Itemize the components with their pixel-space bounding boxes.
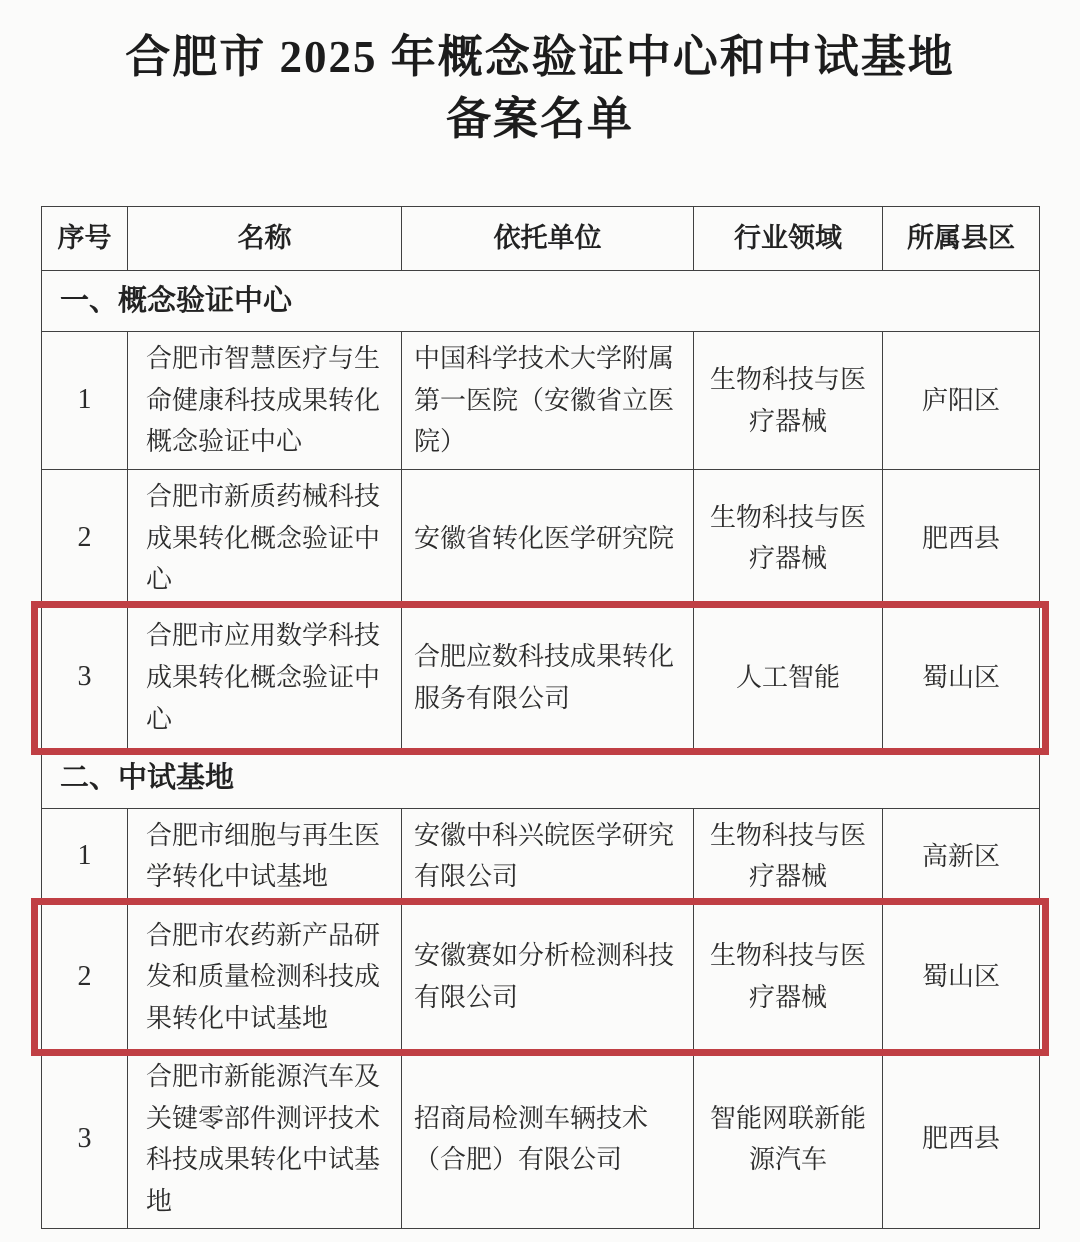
table-header-row bbox=[42, 207, 1040, 271]
table-body bbox=[42, 271, 1040, 1229]
cell-district: 蜀山区 bbox=[883, 607, 1040, 748]
cell-district: 高新区 bbox=[883, 808, 1040, 904]
cell-district: 肥西县 bbox=[883, 1049, 1040, 1228]
cell-unit: 安徽赛如分析检测科技有限公司 bbox=[402, 904, 694, 1049]
column-header-1: 名称 bbox=[128, 207, 402, 271]
table-row bbox=[42, 607, 1040, 748]
column-header-2: 依托单位 bbox=[402, 207, 694, 271]
cell-name: 合肥市新质药械科技成果转化概念验证中心 bbox=[128, 469, 402, 607]
table-row bbox=[42, 469, 1040, 607]
cell-no: 2 bbox=[42, 904, 128, 1049]
cell-no: 1 bbox=[42, 808, 128, 904]
cell-field: 智能网联新能源汽车 bbox=[694, 1049, 883, 1228]
cell-field: 生物科技与医疗器械 bbox=[694, 904, 883, 1049]
cell-field: 人工智能 bbox=[694, 607, 883, 748]
cell-field: 生物科技与医疗器械 bbox=[694, 808, 883, 904]
cell-name: 合肥市农药新产品研发和质量检测科技成果转化中试基地 bbox=[128, 904, 402, 1049]
filing-table-wrap bbox=[41, 206, 1039, 1229]
cell-district: 肥西县 bbox=[883, 469, 1040, 607]
cell-district: 庐阳区 bbox=[883, 332, 1040, 470]
cell-unit: 中国科学技术大学附属第一医院（安徽省立医院） bbox=[402, 332, 694, 470]
page-title bbox=[0, 0, 1080, 150]
section-heading: 二、中试基地 bbox=[42, 748, 1040, 808]
filing-table bbox=[41, 206, 1040, 1229]
cell-district: 蜀山区 bbox=[883, 904, 1040, 1049]
cell-no: 1 bbox=[42, 332, 128, 470]
table-row bbox=[42, 332, 1040, 470]
cell-unit: 安徽中科兴皖医学研究有限公司 bbox=[402, 808, 694, 904]
page-title-line2: 备案名单 bbox=[445, 94, 634, 145]
page-title-line1: 合肥市 2025 年概念验证中心和中试基地 bbox=[125, 32, 955, 82]
cell-field: 生物科技与医疗器械 bbox=[694, 332, 883, 470]
table-row bbox=[42, 904, 1040, 1049]
section-heading: 一、概念验证中心 bbox=[42, 271, 1040, 332]
table-row bbox=[42, 1049, 1040, 1228]
table-header bbox=[42, 207, 1040, 271]
cell-field: 生物科技与医疗器械 bbox=[694, 469, 883, 607]
section-heading-row bbox=[42, 271, 1040, 332]
cell-unit: 合肥应数科技成果转化服务有限公司 bbox=[402, 607, 694, 748]
cell-no: 2 bbox=[42, 469, 128, 607]
table-row bbox=[42, 808, 1040, 904]
cell-unit: 招商局检测车辆技术（合肥）有限公司 bbox=[402, 1049, 694, 1228]
cell-unit: 安徽省转化医学研究院 bbox=[402, 469, 694, 607]
section-heading-row bbox=[42, 748, 1040, 808]
column-header-0: 序号 bbox=[42, 207, 128, 271]
cell-name: 合肥市新能源汽车及关键零部件测评技术科技成果转化中试基地 bbox=[128, 1049, 402, 1228]
column-header-4: 所属县区 bbox=[883, 207, 1040, 271]
column-header-3: 行业领域 bbox=[694, 207, 883, 271]
cell-name: 合肥市智慧医疗与生命健康科技成果转化概念验证中心 bbox=[128, 332, 402, 470]
cell-name: 合肥市细胞与再生医学转化中试基地 bbox=[128, 808, 402, 904]
cell-no: 3 bbox=[42, 607, 128, 748]
cell-no: 3 bbox=[42, 1049, 128, 1228]
cell-name: 合肥市应用数学科技成果转化概念验证中心 bbox=[128, 607, 402, 748]
